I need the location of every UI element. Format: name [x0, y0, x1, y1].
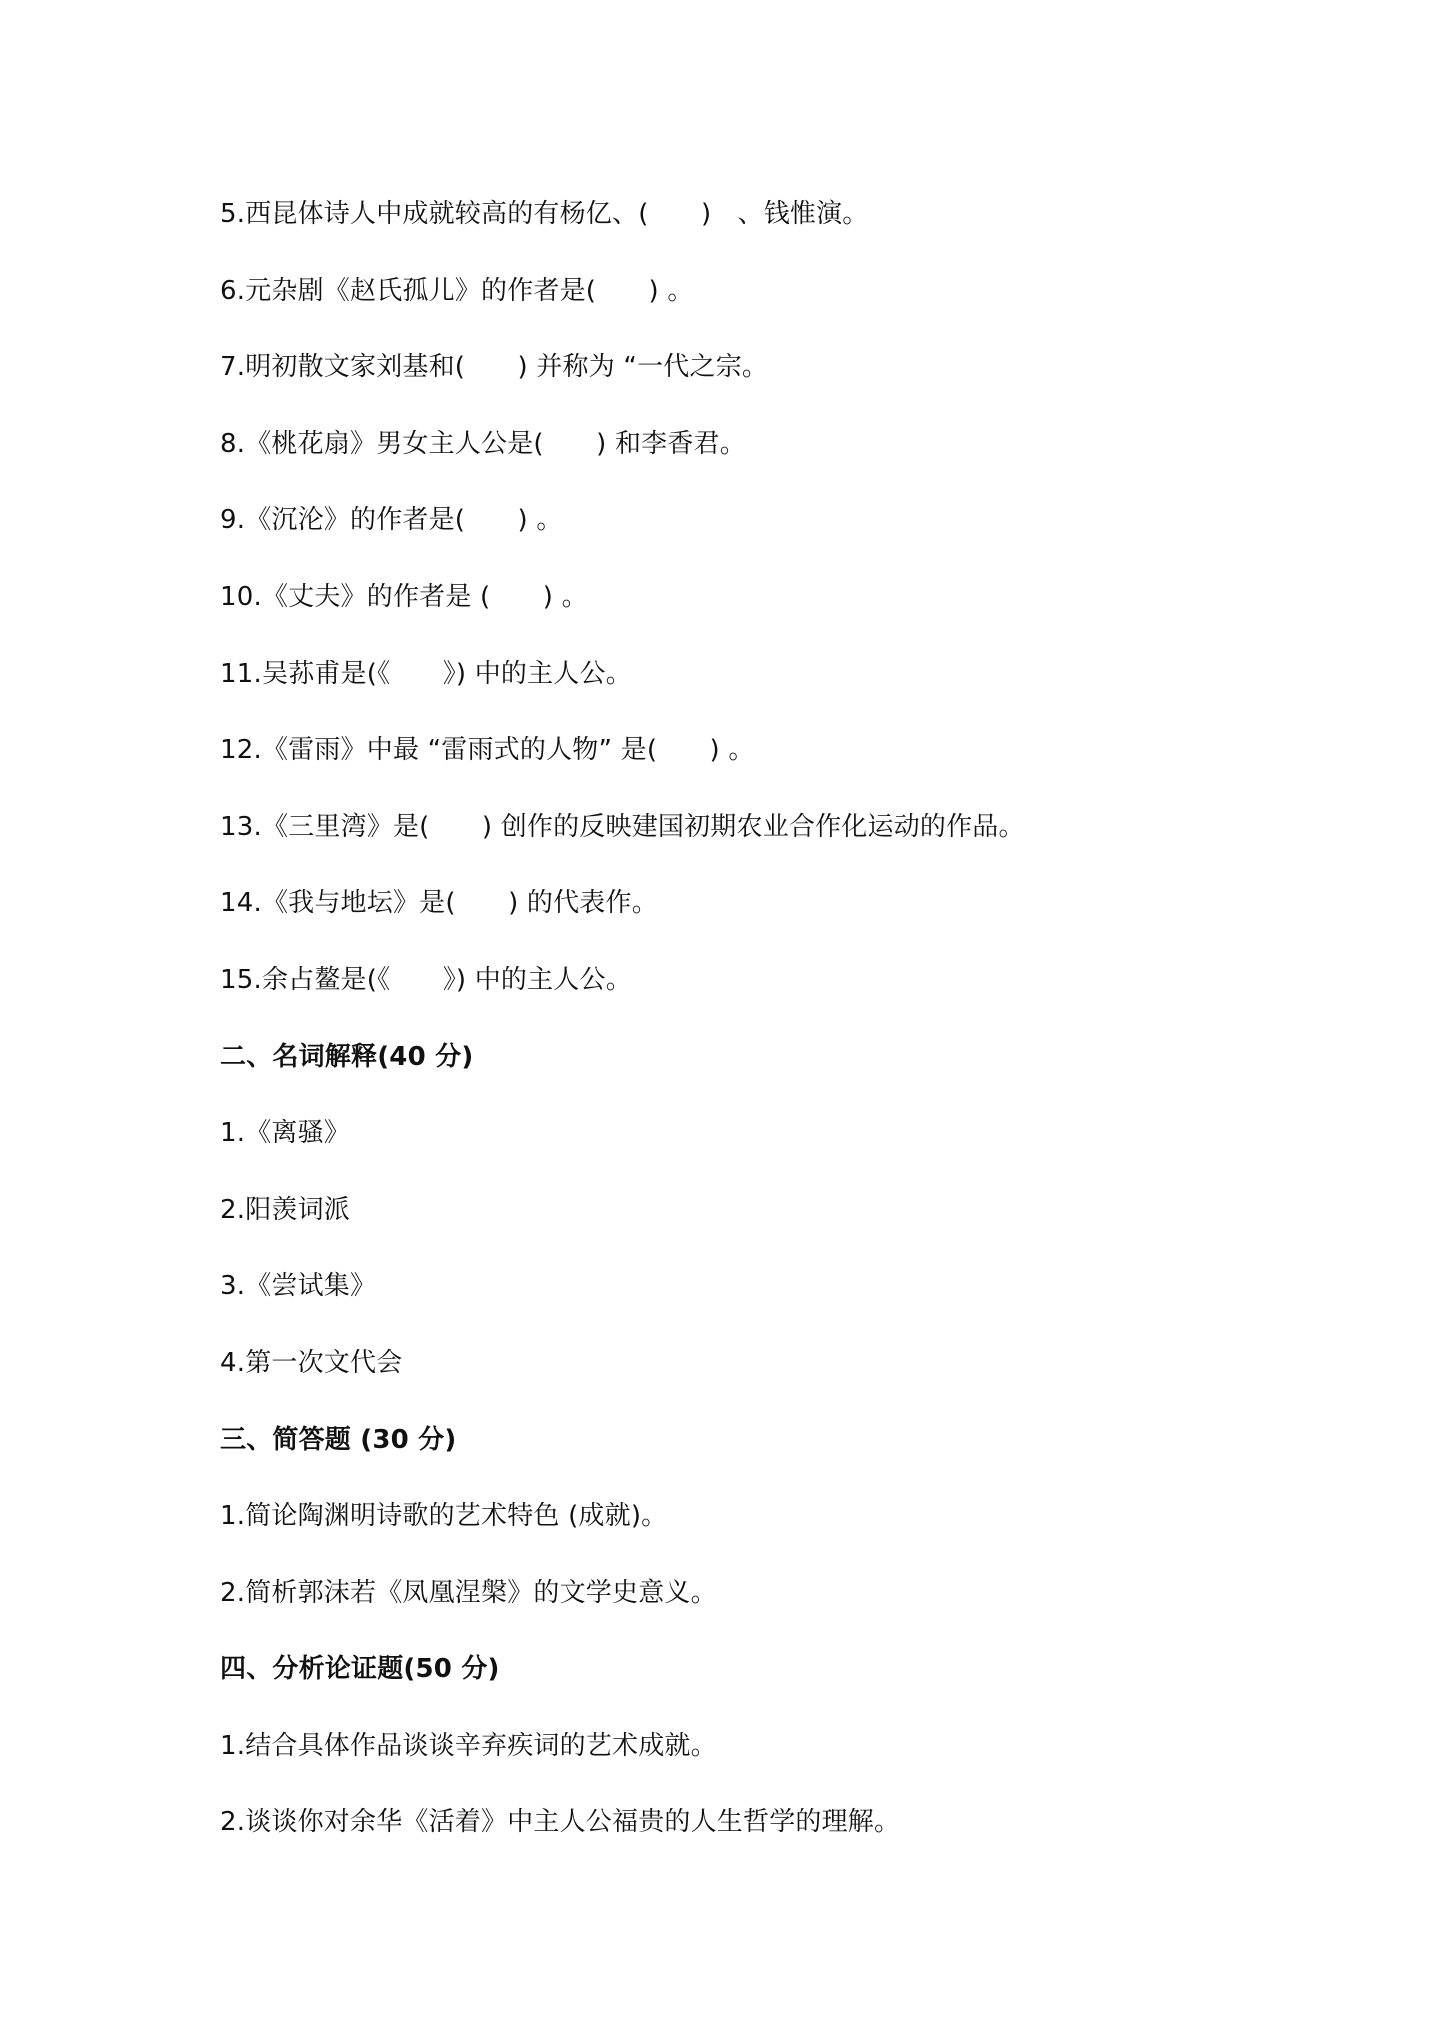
question-line: 2.阳羡词派 — [220, 1194, 351, 1225]
question-line: 8.《桃花扇》男女主人公是( ) 和李香君。 — [220, 428, 746, 459]
section-heading: 三、简答题 (30 分) — [220, 1424, 457, 1455]
question-line: 6.元杂剧《赵氏孤儿》的作者是( ) 。 — [220, 275, 694, 306]
question-line: 2.谈谈你对余华《活着》中主人公福贵的人生哲学的理解。 — [220, 1807, 901, 1838]
question-line: 13.《三里湾》是( ) 创作的反映建国初期农业合作化运动的作品。 — [220, 811, 1025, 842]
document-content — [220, 185, 1320, 1870]
question-line: 9.《沉沦》的作者是( ) 。 — [220, 505, 563, 536]
question-line: 1.简论陶渊明诗歌的艺术特色 (成就)。 — [220, 1501, 668, 1532]
section-heading: 四、分析论证题(50 分) — [220, 1654, 500, 1685]
question-line: 15.余占鳌是(《 》) 中的主人公。 — [220, 964, 632, 995]
question-line: 4.第一次文代会 — [220, 1347, 403, 1378]
question-line: 7.明初散文家刘基和( ) 并称为 “一代之宗。 — [220, 352, 769, 383]
question-line: 3.《尝试集》 — [220, 1271, 377, 1302]
question-line: 12.《雷雨》中最 “雷雨式的人物” 是( ) 。 — [220, 735, 755, 766]
section-heading: 二、名词解释(40 分) — [220, 1041, 474, 1072]
question-line: 2.简析郭沫若《凤凰涅槃》的文学史意义。 — [220, 1577, 717, 1608]
question-line: 1.《离骚》 — [220, 1118, 351, 1149]
question-line: 1.结合具体作品谈谈辛弃疾词的艺术成就。 — [220, 1730, 717, 1761]
question-line: 5.西昆体诗人中成就较高的有杨亿、( ) 、钱惟演。 — [220, 199, 869, 229]
question-line: 10.《丈夫》的作者是 ( ) 。 — [220, 581, 588, 612]
question-line: 14.《我与地坛》是( ) 的代表作。 — [220, 888, 658, 919]
question-line: 11.吴荪甫是(《 》) 中的主人公。 — [220, 658, 632, 689]
